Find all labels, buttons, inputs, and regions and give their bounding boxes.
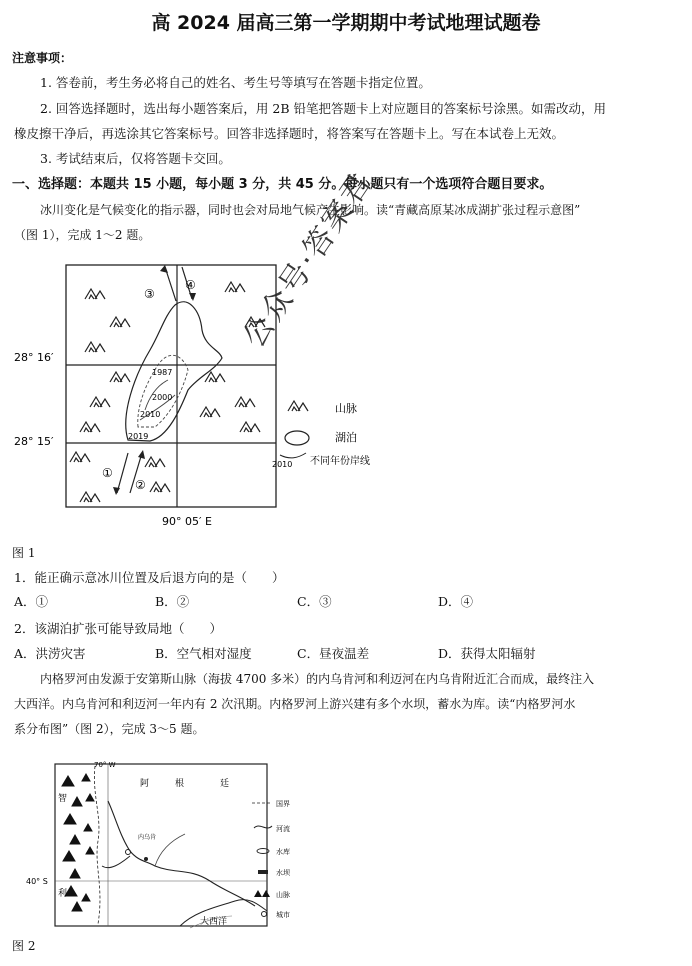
year-2000: 2000 bbox=[152, 393, 173, 402]
notice-item-1: 1. 答卷前，考生务必将自己的姓名、考生号等填写在答题卡指定位置。 bbox=[40, 75, 431, 90]
arrow-1-label: ① bbox=[102, 466, 113, 480]
q2-option-a: A．洪涝灾害 bbox=[14, 646, 86, 661]
notice-item-2: 2. 回答选择题时，选出每小题答案后，用 2B 铅笔把答题卡上对应题目的答案标号涂黑。如需改动，用 bbox=[40, 101, 606, 116]
lat-label-40s: 40° S bbox=[26, 877, 48, 886]
q1-stem: 1．能正确示意冰川位置及后退方向的是（ ） bbox=[14, 570, 285, 585]
arrow-4-label: ④ bbox=[185, 278, 196, 292]
q2-stem: 2．该湖泊扩张可能导致局地（ ） bbox=[14, 621, 222, 636]
legend-reservoir: 水库 bbox=[276, 848, 290, 856]
lon-label: 90° 05′ E bbox=[162, 515, 212, 528]
lon-label-70w: 70° W bbox=[94, 761, 116, 769]
q2-option-b: B．空气相对湿度 bbox=[155, 646, 252, 661]
lat-label-top: 28° 16′ bbox=[14, 351, 54, 364]
q2-option-d: D．获得太阳辐射 bbox=[438, 646, 536, 661]
figure-1-map bbox=[10, 255, 430, 530]
figure-2-caption: 图 2 bbox=[12, 939, 36, 953]
argentina-char-3: 廷 bbox=[220, 779, 230, 789]
legend-city: 城市 bbox=[276, 911, 290, 919]
legend-year: 2010 bbox=[272, 460, 293, 469]
chile-label-2: 利 bbox=[58, 889, 68, 899]
ocean-label: 大西洋 bbox=[200, 917, 228, 927]
notice-item-3: 3. 考试结束后，仅将答题卡交回。 bbox=[40, 151, 231, 166]
legend-border: 国界 bbox=[276, 800, 290, 808]
notice-heading: 注意事项： bbox=[12, 51, 73, 65]
legend-shoreline: 不同年份岸线 bbox=[310, 456, 370, 467]
q1-option-c: C．③ bbox=[297, 594, 332, 609]
chile-label-1: 智 bbox=[58, 794, 68, 804]
year-1987: 1987 bbox=[152, 368, 173, 377]
q1-option-a: A．① bbox=[14, 594, 49, 609]
page-title: 高 2024 届高三第一学期期中考试地理试题卷 bbox=[151, 12, 541, 34]
q1-option-d: D．④ bbox=[438, 594, 474, 609]
legend-mountain: 山脉 bbox=[335, 402, 357, 415]
argentina-char-2: 根 bbox=[175, 779, 185, 789]
year-2019: 2019 bbox=[128, 432, 149, 441]
passage2-line2: 大西洋。内乌肯河和利迈河一年内有 2 次汛期。内格罗河上游兴建有多个水坝，蓄水为库。读“内格罗河水 bbox=[14, 697, 576, 711]
intro-line-2: （图 1），完成 1～2 题。 bbox=[14, 228, 151, 242]
passage2-line1: 内格罗河由发源于安第斯山脉（海拔 4700 多米）的内乌肯河和利迈河在内乌肯附近汇合而成，最终注入 bbox=[40, 672, 595, 686]
notice-item-2-cont: 橡皮擦干净后，再选涂其它答案标号。回答非选择题时，将答案写在答题卡上。写在本试卷上无效。 bbox=[14, 126, 565, 141]
arrow-2-label: ② bbox=[135, 478, 146, 492]
legend-dam: 水坝 bbox=[276, 869, 290, 877]
passage2-line3: 系分布图”（图 2），完成 3～5 题。 bbox=[14, 722, 205, 736]
figure-2-map bbox=[20, 756, 330, 936]
section-heading: 一、选择题：本题共 15 小题，每小题 3 分，共 45 分。每小题只有一个选项符合题目要求。 bbox=[12, 177, 553, 192]
city-label: 内乌肯 bbox=[138, 834, 157, 841]
figure-1-caption: 图 1 bbox=[12, 546, 36, 560]
lat-label-bottom: 28° 15′ bbox=[14, 435, 54, 448]
legend-lake: 湖泊 bbox=[335, 431, 357, 444]
argentina-char-1: 阿 bbox=[140, 779, 150, 789]
legend-river: 河流 bbox=[276, 825, 290, 833]
arrow-3-label: ③ bbox=[144, 287, 155, 301]
watermark: 公众号·答案君 bbox=[236, 165, 380, 355]
legend-mountain: 山脉 bbox=[276, 891, 290, 899]
q2-option-c: C．昼夜温差 bbox=[297, 646, 370, 661]
q1-option-b: B．② bbox=[155, 594, 190, 609]
intro-line-1: 冰川变化是气候变化的指示器，同时也会对局地气候产生影响。读“青藏高原某冰成湖扩张过程示意图” bbox=[40, 203, 581, 217]
year-2010: 2010 bbox=[140, 410, 161, 419]
